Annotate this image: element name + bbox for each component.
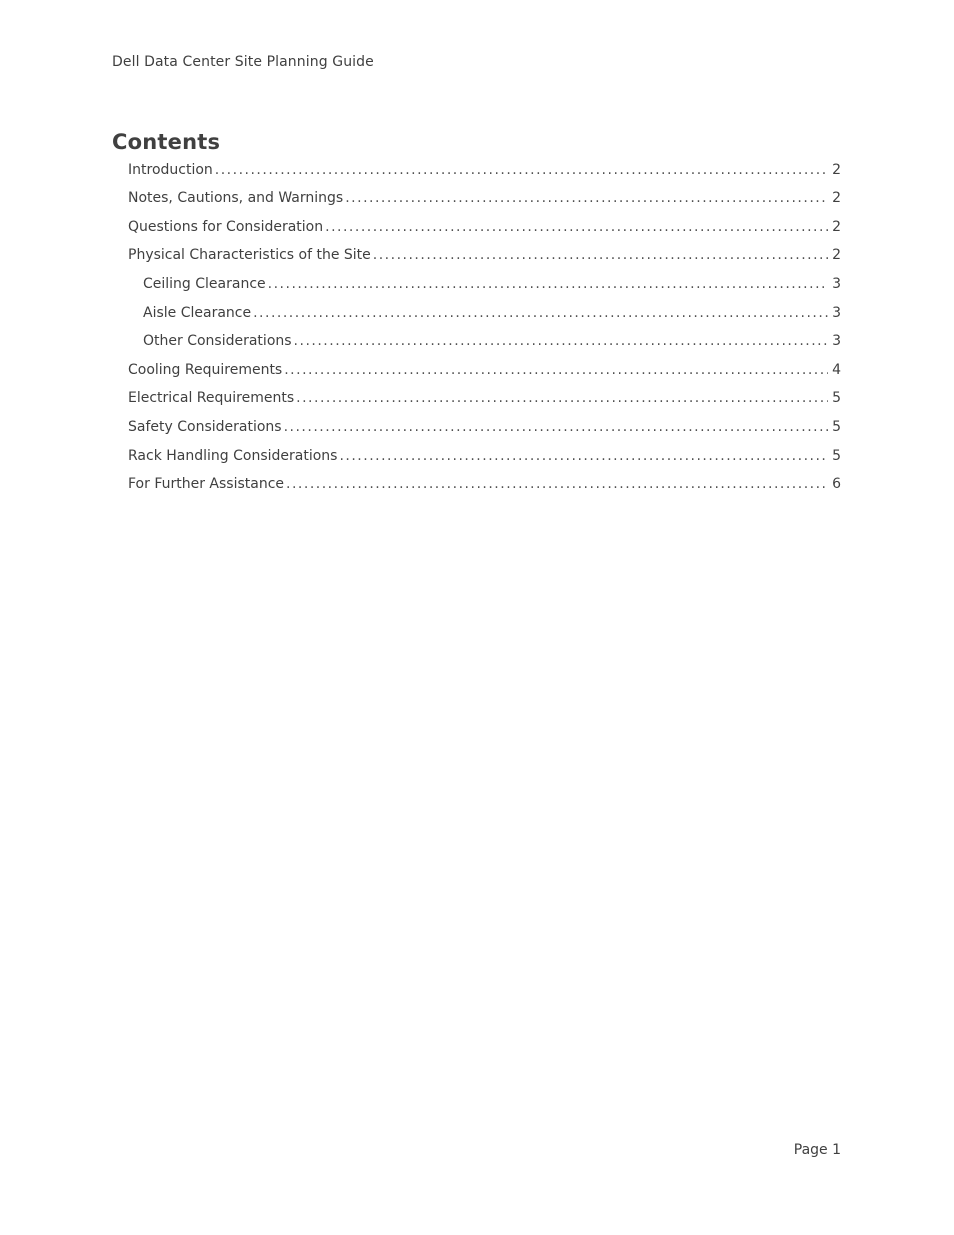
toc-dot-leader (284, 362, 828, 378)
toc-dot-leader (296, 390, 828, 406)
toc-entry-label: Ceiling Clearance (143, 276, 266, 292)
toc-entry-page-number: 2 (832, 190, 841, 206)
toc-dot-leader (286, 476, 828, 492)
toc-entry-label: Rack Handling Considerations (128, 448, 338, 464)
toc-entry-page-number: 5 (832, 419, 841, 435)
toc-entry-label: Physical Characteristics of the Site (128, 247, 371, 263)
toc-entry-ceiling-clearance[interactable] (143, 276, 841, 296)
toc-title: Contents (112, 130, 221, 154)
toc-entry-further-assistance[interactable] (128, 476, 841, 496)
toc-entry-page-number: 2 (832, 219, 841, 235)
running-header: Dell Data Center Site Planning Guide (112, 54, 374, 70)
toc-dot-leader (294, 333, 829, 349)
toc-entry-label: Questions for Consideration (128, 219, 324, 235)
toc-dot-leader (325, 219, 828, 235)
toc-entry-page-number: 2 (832, 162, 841, 178)
toc-entry-label: Cooling Requirements (128, 362, 283, 378)
toc-entry-label: Aisle Clearance (143, 305, 252, 321)
toc-entry-cooling-requirements[interactable] (128, 362, 841, 382)
toc-entry-page-number: 2 (832, 247, 841, 263)
toc-entry-label: Notes, Cautions, and Warnings (128, 190, 344, 206)
toc-entry-introduction[interactable] (128, 162, 841, 182)
toc-entry-safety-considerations[interactable] (128, 419, 841, 439)
toc-dot-leader (345, 190, 828, 206)
page-number-footer: Page 1 (793, 1142, 841, 1158)
toc-entry-page-number: 4 (832, 362, 841, 378)
toc-dot-leader (339, 448, 828, 464)
toc-entry-page-number: 3 (832, 333, 841, 349)
toc-entry-page-number: 5 (832, 448, 841, 464)
toc-entry-label: Electrical Requirements (128, 390, 295, 406)
toc-entry-rack-handling[interactable] (128, 448, 841, 468)
toc-entry-page-number: 3 (832, 305, 841, 321)
toc-dot-leader (373, 247, 828, 263)
toc-dot-leader (268, 276, 828, 292)
toc-entry-label: Introduction (128, 162, 213, 178)
toc-dot-leader (215, 162, 828, 178)
toc-entry-page-number: 6 (832, 476, 841, 492)
toc-entry-label: Other Considerations (143, 333, 292, 349)
toc-entry-page-number: 3 (832, 276, 841, 292)
toc-entry-questions-for-consideration[interactable] (128, 219, 841, 239)
toc-entry-aisle-clearance[interactable] (143, 305, 841, 325)
toc-entry-label: For Further Assistance (128, 476, 285, 492)
toc-dot-leader (253, 305, 828, 321)
toc-entry-electrical-requirements[interactable] (128, 390, 841, 410)
toc-entry-label: Safety Considerations (128, 419, 282, 435)
toc-entry-page-number: 5 (832, 390, 841, 406)
toc-entry-physical-characteristics[interactable] (128, 247, 841, 267)
toc-entry-other-considerations[interactable] (143, 333, 841, 353)
toc-entry-notes-cautions-warnings[interactable] (128, 190, 841, 210)
toc-dot-leader (284, 419, 829, 435)
